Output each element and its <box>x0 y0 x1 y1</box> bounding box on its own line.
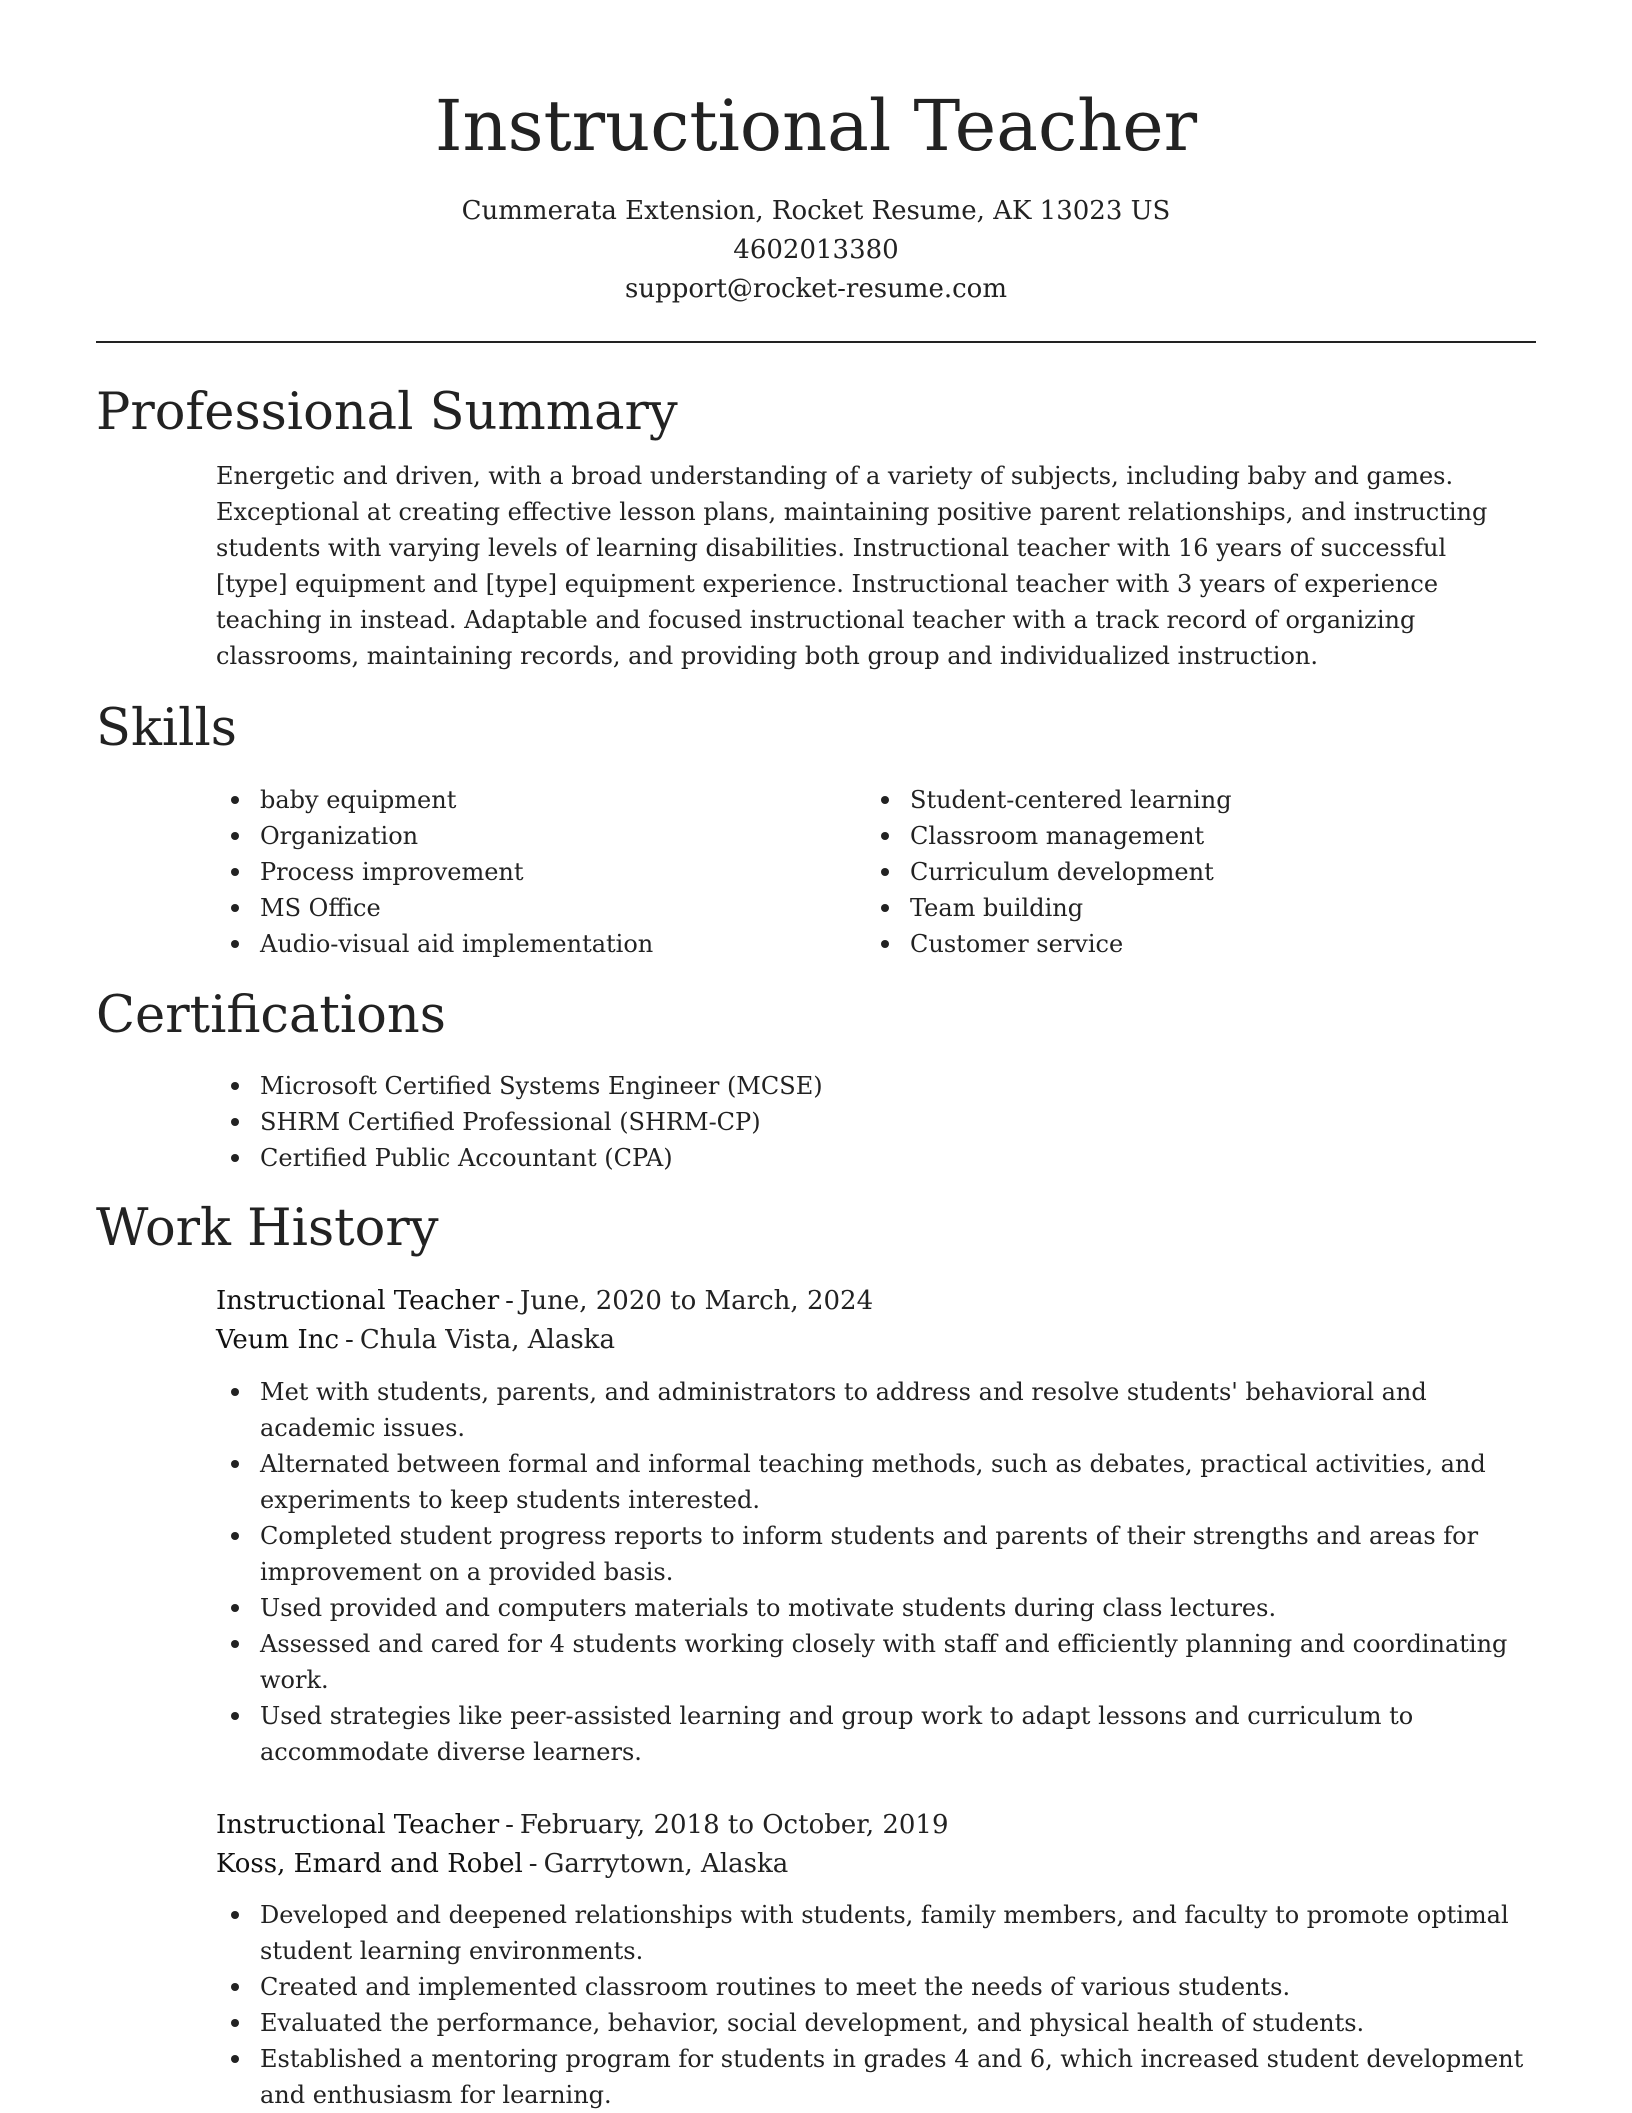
separator: - <box>528 1849 538 1879</box>
job-bullets-container <box>216 1374 1542 1770</box>
skills-right-column <box>866 782 1536 962</box>
job-bullets <box>216 1374 1542 1770</box>
separator: - <box>345 1325 354 1355</box>
phone: 4602013380 <box>733 235 899 265</box>
job-company: Veum Inc <box>216 1325 340 1355</box>
skill-item: Curriculum development <box>866 854 1536 890</box>
skill-item: baby equipment <box>216 782 856 818</box>
skill-item: Student-centered learning <box>866 782 1536 818</box>
skill-item: Audio-visual aid implementation <box>216 926 856 962</box>
separator: - <box>505 1286 514 1316</box>
job-company-line <box>216 1320 615 1360</box>
header-divider <box>96 341 1536 343</box>
job-location: Garrytown, Alaska <box>543 1849 789 1879</box>
job-title: Instructional Teacher <box>216 1286 500 1316</box>
job-bullet: Met with students, parents, and administrators to address and resolve students' behavioral and academic issues. <box>216 1374 1542 1446</box>
job-bullet: Used provided and computers materials to motivate students during class lectures. <box>216 1590 1542 1626</box>
email: support@rocket-resume.com <box>624 274 1007 304</box>
skills-left-list <box>216 782 856 962</box>
job-bullet: Established a mentoring program for students in grades 4 and 6, which increased student development and enthusiasm for learning. <box>216 2041 1542 2113</box>
summary-heading: Professional Summary <box>96 383 678 442</box>
job-bullet: Assessed and cared for 4 students working closely with staff and efficiently planning and coordinating work. <box>216 1626 1542 1698</box>
job-bullets-container <box>216 1897 1542 2113</box>
address: Cummerata Extension, Rocket Resume, AK 13023 US <box>461 196 1171 226</box>
skills-left-column <box>216 782 856 962</box>
work-history-heading: Work History <box>96 1199 439 1258</box>
job-location: Chula Vista, Alaska <box>359 1325 615 1355</box>
skill-item: Customer service <box>866 926 1536 962</box>
job-company: Koss, Emard and Robel <box>216 1849 523 1879</box>
certification-item: Microsoft Certified Systems Engineer (MCSE) <box>216 1068 1542 1104</box>
skills-heading: Skills <box>96 699 237 758</box>
summary-text: Energetic and driven, with a broad understanding of a variety of subjects, including baby and games. Exceptional at creating effective lesson plans, maintaining positive parent relationships, and instructing students with varying levels of learning disabilities. Instructional teacher with 16 years of successful [type] equipment and [type] equipment experience. Instructional teacher with 3 years of experience teaching in instead. Adaptable and focused instructional teacher with a track record of organizing classrooms, maintaining records, and providing both group and individualized instruction. <box>216 462 1488 670</box>
skill-item: Team building <box>866 890 1536 926</box>
job-dates: February, 2018 to October, 2019 <box>519 1810 949 1840</box>
contact-block <box>0 192 1632 309</box>
certification-item: SHRM Certified Professional (SHRM-CP) <box>216 1104 1542 1140</box>
skill-item: Organization <box>216 818 856 854</box>
separator: - <box>505 1810 514 1840</box>
job-title-line <box>216 1805 949 1845</box>
certifications-list <box>216 1068 1542 1176</box>
job-bullet: Developed and deepened relationships with students, family members, and faculty to promote optimal student learning environments. <box>216 1897 1542 1969</box>
skills-right-list <box>866 782 1536 962</box>
job-bullet: Created and implemented classroom routines to meet the needs of various students. <box>216 1969 1542 2005</box>
candidate-name: Instructional Teacher <box>434 85 1198 167</box>
job-bullets <box>216 1897 1542 2113</box>
job-title: Instructional Teacher <box>216 1810 500 1840</box>
skill-item: MS Office <box>216 890 856 926</box>
job-title-line <box>216 1281 873 1321</box>
job-bullet: Alternated between formal and informal teaching methods, such as debates, practical activities, and experiments to keep students interested. <box>216 1446 1542 1518</box>
certification-item: Certified Public Accountant (CPA) <box>216 1140 1542 1176</box>
certifications-section <box>216 1068 1542 1176</box>
job-dates: June, 2020 to March, 2024 <box>519 1286 874 1316</box>
skill-item: Process improvement <box>216 854 856 890</box>
skill-item: Classroom management <box>866 818 1536 854</box>
job-bullet: Used strategies like peer-assisted learning and group work to adapt lessons and curriculum to accommodate diverse learners. <box>216 1698 1542 1770</box>
certifications-heading: Certifications <box>96 986 446 1045</box>
job-bullet: Completed student progress reports to inform students and parents of their strengths and areas for improvement on a provided basis. <box>216 1518 1542 1590</box>
job-bullet: Evaluated the performance, behavior, social development, and physical health of students. <box>216 2005 1542 2041</box>
job-company-line <box>216 1844 788 1884</box>
